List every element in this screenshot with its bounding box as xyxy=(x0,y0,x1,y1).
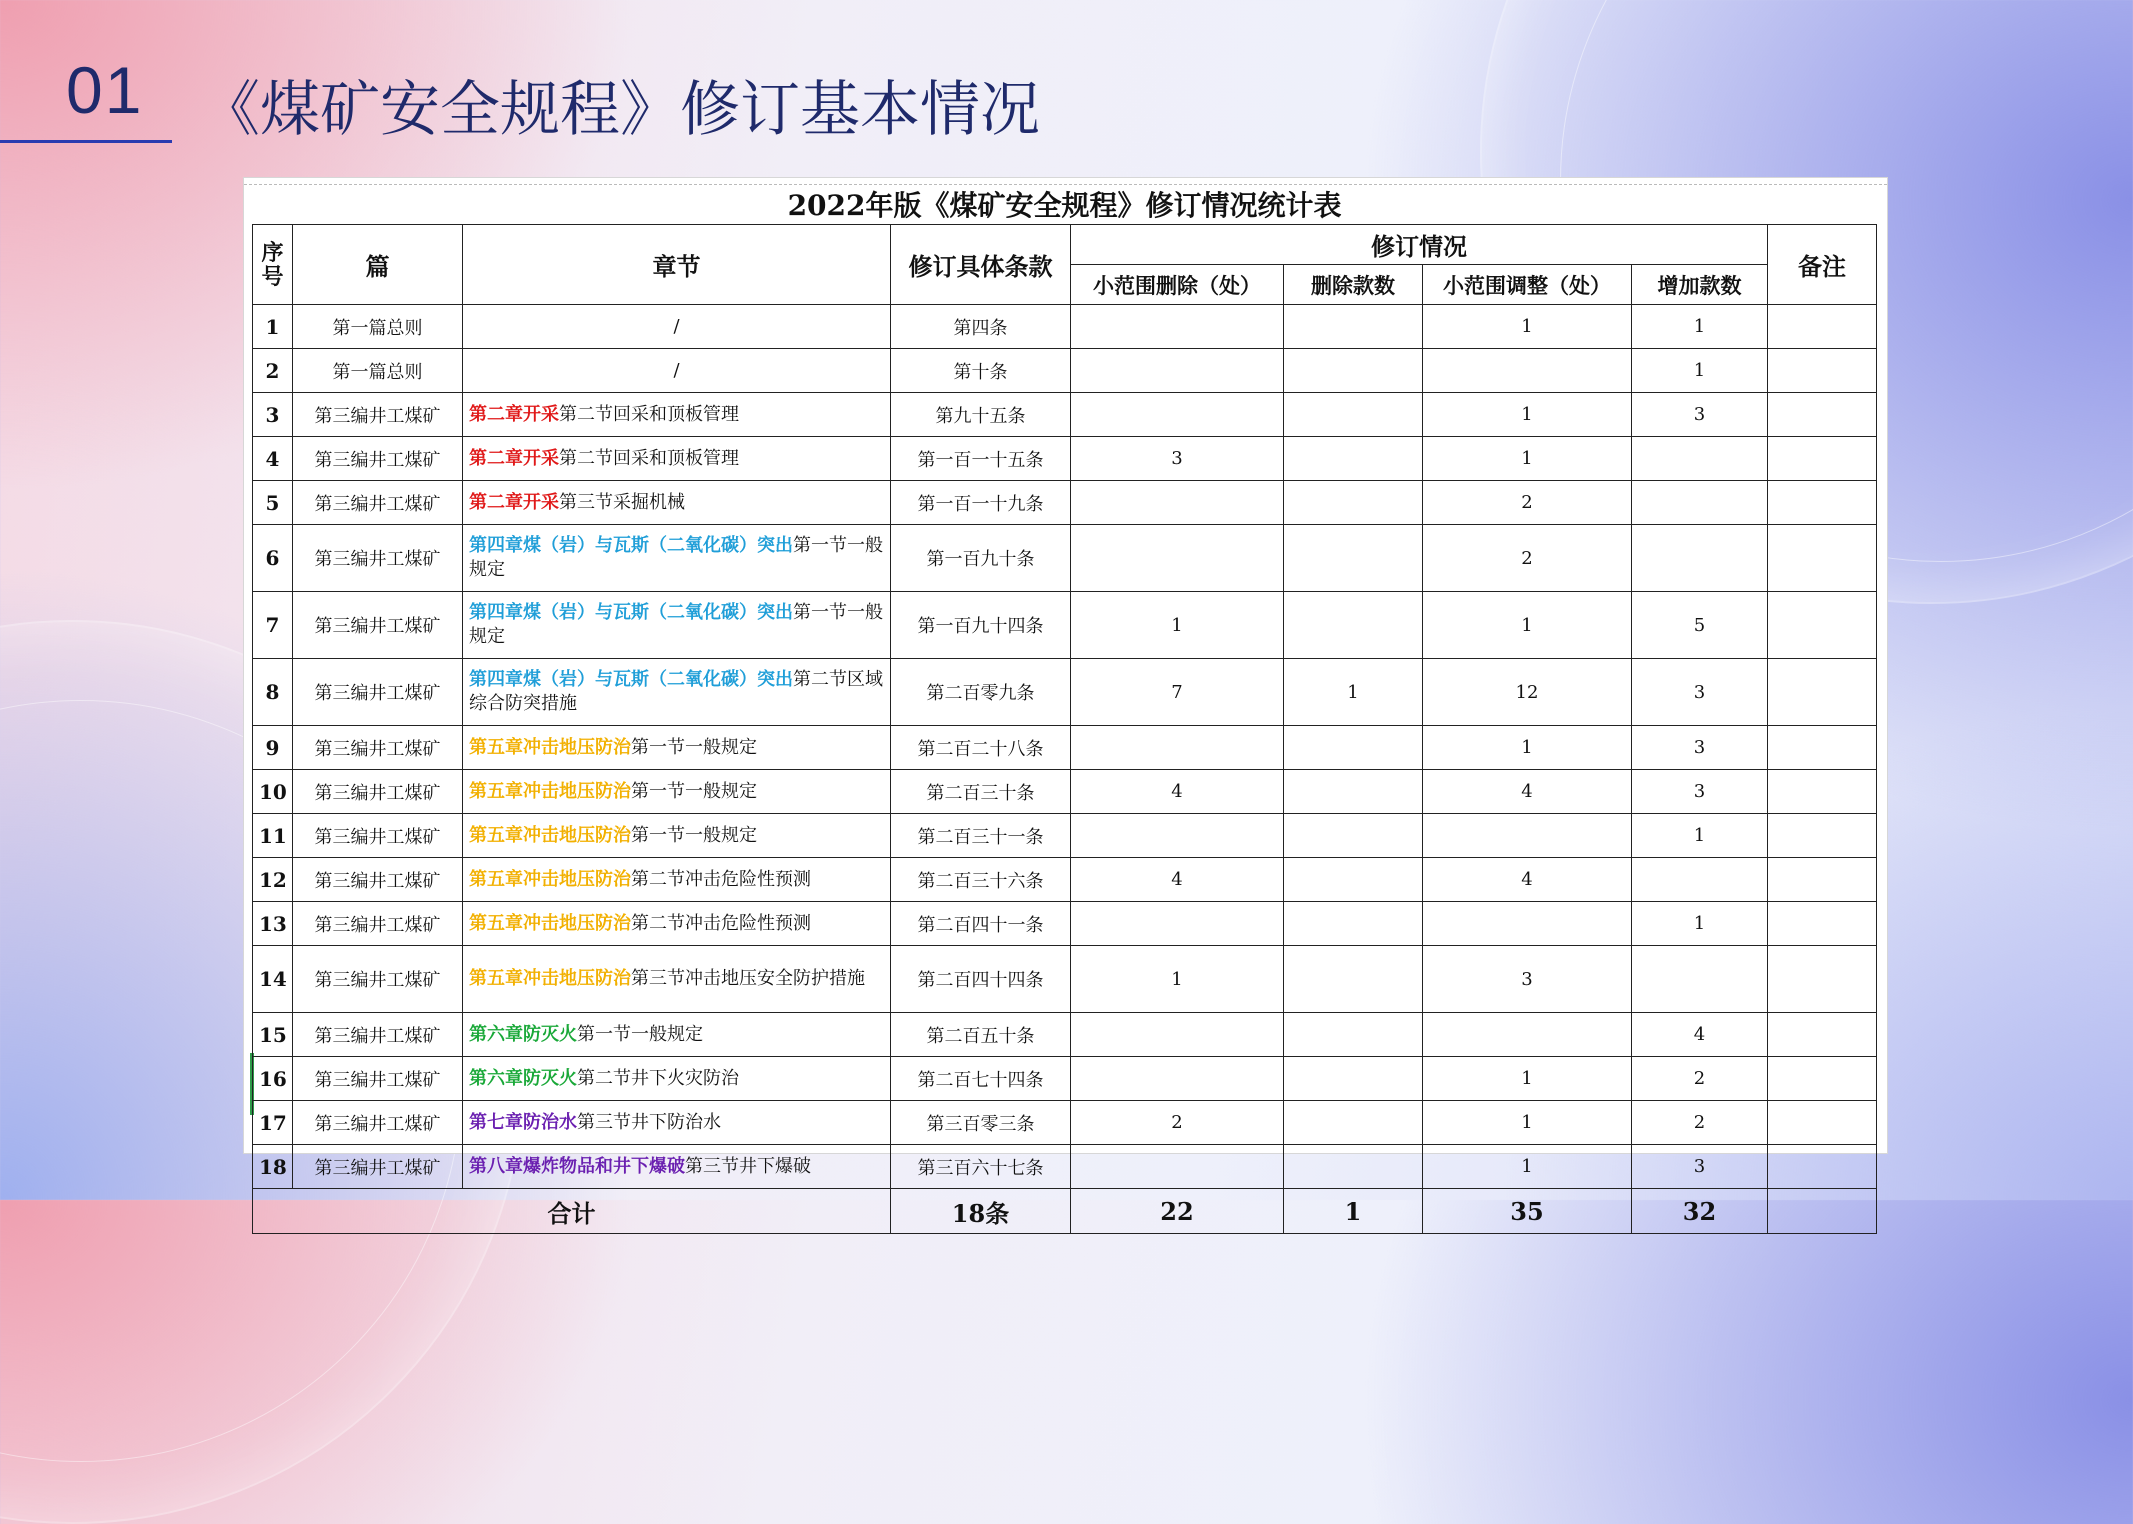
row-part: 第三编井工煤矿 xyxy=(293,525,463,592)
section-underline xyxy=(0,140,172,143)
row-delete-count xyxy=(1284,525,1423,592)
row-chapter xyxy=(463,1101,891,1145)
row-article: 第二百四十四条 xyxy=(891,946,1071,1013)
row-small-delete: 2 xyxy=(1071,1101,1284,1145)
page-title: 《煤矿安全规程》修订基本情况 xyxy=(200,75,1040,145)
row-add-count xyxy=(1632,481,1768,525)
total-article: 18条 xyxy=(891,1189,1071,1234)
row-delete-count xyxy=(1284,770,1423,814)
row-article: 第九十五条 xyxy=(891,393,1071,437)
row-article: 第二百五十条 xyxy=(891,1013,1071,1057)
row-small-adjust: 12 xyxy=(1423,659,1632,726)
row-part: 第三编井工煤矿 xyxy=(293,393,463,437)
chapter-section: 第一节一般规定 xyxy=(469,535,883,580)
table-row xyxy=(253,305,1877,349)
chapter-section: 第三节采掘机械 xyxy=(559,491,685,513)
row-add-count: 5 xyxy=(1632,592,1768,659)
row-add-count: 1 xyxy=(1632,814,1768,858)
table-row xyxy=(253,770,1877,814)
row-small-adjust: 1 xyxy=(1423,437,1632,481)
chapter-heading: 第四章煤（岩）与瓦斯（二氧化碳）突出 xyxy=(469,602,793,623)
row-small-adjust: 1 xyxy=(1423,1101,1632,1145)
chapter-heading: 第六章防灭火 xyxy=(469,1023,577,1045)
chapter-section: 第二节冲击危险性预测 xyxy=(631,912,811,934)
section-number: 01 xyxy=(66,53,144,127)
chapter-section: / xyxy=(673,359,680,381)
table-row xyxy=(253,1145,1877,1189)
row-small-delete xyxy=(1071,481,1284,525)
table-row xyxy=(253,437,1877,481)
row-chapter xyxy=(463,946,891,1013)
row-small-delete xyxy=(1071,393,1284,437)
row-remark xyxy=(1768,858,1877,902)
row-small-adjust xyxy=(1423,1013,1632,1057)
row-chapter xyxy=(463,305,891,349)
row-small-delete xyxy=(1071,1145,1284,1189)
table-title: 2022年版《煤矿安全规程》修订情况统计表 xyxy=(253,184,1877,225)
row-article: 第三百零三条 xyxy=(891,1101,1071,1145)
row-chapter xyxy=(463,437,891,481)
row-small-adjust: 1 xyxy=(1423,1145,1632,1189)
table-row xyxy=(253,858,1877,902)
row-remark xyxy=(1768,770,1877,814)
table-row xyxy=(253,1057,1877,1101)
row-small-adjust: 1 xyxy=(1423,393,1632,437)
row-seq: 5 xyxy=(253,481,293,525)
row-remark xyxy=(1768,946,1877,1013)
row-chapter xyxy=(463,1013,891,1057)
chapter-heading: 第八章爆炸物品和井下爆破 xyxy=(469,1155,685,1177)
chapter-section: 第一节一般规定 xyxy=(631,780,757,802)
chapter-heading: 第五章冲击地压防治 xyxy=(469,780,631,802)
chapter-heading: 第五章冲击地压防治 xyxy=(469,868,631,890)
row-seq: 18 xyxy=(253,1145,293,1189)
row-chapter xyxy=(463,726,891,770)
row-small-delete: 3 xyxy=(1071,437,1284,481)
header-part: 篇 xyxy=(293,225,463,305)
row-chapter xyxy=(463,902,891,946)
row-chapter xyxy=(463,349,891,393)
chapter-heading: 第五章冲击地压防治 xyxy=(469,736,631,758)
row-seq: 15 xyxy=(253,1013,293,1057)
row-chapter xyxy=(463,1057,891,1101)
chapter-heading: 第五章冲击地压防治 xyxy=(469,824,631,846)
row-delete-count xyxy=(1284,592,1423,659)
row-remark xyxy=(1768,393,1877,437)
row-small-adjust: 1 xyxy=(1423,726,1632,770)
row-seq: 4 xyxy=(253,437,293,481)
header-small-adjust: 小范围调整（处） xyxy=(1423,265,1632,305)
row-remark xyxy=(1768,592,1877,659)
row-small-delete: 7 xyxy=(1071,659,1284,726)
row-add-count: 1 xyxy=(1632,349,1768,393)
row-add-count: 2 xyxy=(1632,1101,1768,1145)
row-delete-count xyxy=(1284,1101,1423,1145)
table-row xyxy=(253,902,1877,946)
row-part: 第三编井工煤矿 xyxy=(293,592,463,659)
row-seq: 8 xyxy=(253,659,293,726)
row-delete-count xyxy=(1284,902,1423,946)
row-remark xyxy=(1768,349,1877,393)
row-seq: 3 xyxy=(253,393,293,437)
row-add-count: 3 xyxy=(1632,1145,1768,1189)
row-seq: 2 xyxy=(253,349,293,393)
header-small-delete: 小范围删除（处） xyxy=(1071,265,1284,305)
row-seq: 17 xyxy=(253,1101,293,1145)
row-add-count: 4 xyxy=(1632,1013,1768,1057)
row-part: 第三编井工煤矿 xyxy=(293,659,463,726)
row-small-adjust: 3 xyxy=(1423,946,1632,1013)
row-small-delete xyxy=(1071,349,1284,393)
table-row xyxy=(253,349,1877,393)
row-article: 第一百九十条 xyxy=(891,525,1071,592)
chapter-section: 第二节回采和顶板管理 xyxy=(559,447,739,469)
table-row xyxy=(253,659,1877,726)
row-remark xyxy=(1768,481,1877,525)
table-row xyxy=(253,1013,1877,1057)
row-part: 第三编井工煤矿 xyxy=(293,858,463,902)
row-part: 第三编井工煤矿 xyxy=(293,814,463,858)
row-remark xyxy=(1768,305,1877,349)
row-small-adjust: 2 xyxy=(1423,525,1632,592)
row-seq: 6 xyxy=(253,525,293,592)
row-article: 第二百三十六条 xyxy=(891,858,1071,902)
row-article: 第二百三十一条 xyxy=(891,814,1071,858)
row-small-adjust: 4 xyxy=(1423,858,1632,902)
table-row xyxy=(253,1101,1877,1145)
row-delete-count xyxy=(1284,814,1423,858)
chapter-section: 第三节井下爆破 xyxy=(685,1155,811,1177)
row-part: 第三编井工煤矿 xyxy=(293,946,463,1013)
chapter-heading: 第六章防灭火 xyxy=(469,1067,577,1089)
row-small-delete xyxy=(1071,525,1284,592)
chapter-heading: 第二章开采 xyxy=(469,447,559,469)
row-part: 第一篇总则 xyxy=(293,349,463,393)
row-part: 第三编井工煤矿 xyxy=(293,902,463,946)
chapter-heading: 第四章煤（岩）与瓦斯（二氧化碳）突出 xyxy=(469,535,793,556)
chapter-section: 第二节冲击危险性预测 xyxy=(631,868,811,890)
row-delete-count: 1 xyxy=(1284,659,1423,726)
row-seq: 14 xyxy=(253,946,293,1013)
row-article: 第一百一十五条 xyxy=(891,437,1071,481)
row-chapter xyxy=(463,1145,891,1189)
row-small-delete: 4 xyxy=(1071,770,1284,814)
total-add-count: 32 xyxy=(1632,1189,1768,1234)
row-add-count xyxy=(1632,525,1768,592)
row-small-delete: 1 xyxy=(1071,946,1284,1013)
chapter-section: 第一节一般规定 xyxy=(631,736,757,758)
chapter-section: 第三节冲击地压安全防护措施 xyxy=(631,968,865,989)
row-part: 第三编井工煤矿 xyxy=(293,1057,463,1101)
row-small-delete: 4 xyxy=(1071,858,1284,902)
row-remark xyxy=(1768,726,1877,770)
row-small-adjust: 2 xyxy=(1423,481,1632,525)
row-small-delete xyxy=(1071,305,1284,349)
row-small-adjust xyxy=(1423,902,1632,946)
table-row xyxy=(253,592,1877,659)
row-add-count: 2 xyxy=(1632,1057,1768,1101)
total-remark xyxy=(1768,1189,1877,1234)
row-seq: 12 xyxy=(253,858,293,902)
row-seq: 10 xyxy=(253,770,293,814)
row-small-adjust xyxy=(1423,814,1632,858)
row-seq: 7 xyxy=(253,592,293,659)
row-seq: 16 xyxy=(253,1057,293,1101)
row-chapter xyxy=(463,659,891,726)
row-delete-count xyxy=(1284,858,1423,902)
total-small-delete: 22 xyxy=(1071,1189,1284,1234)
row-remark xyxy=(1768,1013,1877,1057)
spreadsheet-image xyxy=(244,178,1887,1228)
row-add-count: 3 xyxy=(1632,726,1768,770)
total-label: 合计 xyxy=(253,1189,891,1234)
row-part: 第三编井工煤矿 xyxy=(293,770,463,814)
row-article: 第二百三十条 xyxy=(891,770,1071,814)
row-chapter xyxy=(463,814,891,858)
chapter-section: 第一节一般规定 xyxy=(469,602,883,647)
row-delete-count xyxy=(1284,481,1423,525)
row-add-count xyxy=(1632,437,1768,481)
row-seq: 1 xyxy=(253,305,293,349)
chapter-heading: 第二章开采 xyxy=(469,403,559,425)
header-chapter: 章节 xyxy=(463,225,891,305)
chapter-heading: 第五章冲击地压防治 xyxy=(469,968,631,989)
row-delete-count xyxy=(1284,305,1423,349)
row-delete-count xyxy=(1284,946,1423,1013)
row-article: 第三百六十七条 xyxy=(891,1145,1071,1189)
chapter-section: 第一节一般规定 xyxy=(631,824,757,846)
row-article: 第十条 xyxy=(891,349,1071,393)
row-small-delete xyxy=(1071,1013,1284,1057)
row-delete-count xyxy=(1284,1013,1423,1057)
table-row xyxy=(253,946,1877,1013)
chapter-section: 第三节井下防治水 xyxy=(577,1111,721,1133)
row-small-adjust: 1 xyxy=(1423,592,1632,659)
row-chapter xyxy=(463,393,891,437)
table-body xyxy=(253,305,1877,1189)
row-add-count: 3 xyxy=(1632,393,1768,437)
row-small-adjust: 1 xyxy=(1423,305,1632,349)
table-row xyxy=(253,726,1877,770)
chapter-heading: 第二章开采 xyxy=(469,491,559,513)
table-row xyxy=(253,393,1877,437)
row-add-count xyxy=(1632,858,1768,902)
row-remark xyxy=(1768,1101,1877,1145)
row-part: 第三编井工煤矿 xyxy=(293,726,463,770)
chapter-heading: 第四章煤（岩）与瓦斯（二氧化碳）突出 xyxy=(469,669,793,690)
row-small-adjust: 4 xyxy=(1423,770,1632,814)
chapter-heading: 第七章防治水 xyxy=(469,1111,577,1133)
row-delete-count xyxy=(1284,1057,1423,1101)
header-article: 修订具体条款 xyxy=(891,225,1071,305)
row-seq: 13 xyxy=(253,902,293,946)
row-small-delete: 1 xyxy=(1071,592,1284,659)
row-seq: 11 xyxy=(253,814,293,858)
row-seq: 9 xyxy=(253,726,293,770)
row-small-adjust xyxy=(1423,349,1632,393)
row-remark xyxy=(1768,1145,1877,1189)
row-small-adjust: 1 xyxy=(1423,1057,1632,1101)
header-add-count: 增加款数 xyxy=(1632,265,1768,305)
row-chapter xyxy=(463,858,891,902)
row-article: 第二百七十四条 xyxy=(891,1057,1071,1101)
row-small-delete xyxy=(1071,814,1284,858)
header-delete-count: 删除款数 xyxy=(1284,265,1423,305)
row-part: 第三编井工煤矿 xyxy=(293,481,463,525)
total-row xyxy=(253,1189,1877,1234)
row-remark xyxy=(1768,659,1877,726)
header-revision: 修订情况 xyxy=(1071,225,1768,265)
row-chapter xyxy=(463,481,891,525)
row-small-delete xyxy=(1071,902,1284,946)
header-remark: 备注 xyxy=(1768,225,1877,305)
row-add-count: 3 xyxy=(1632,659,1768,726)
row-article: 第二百零九条 xyxy=(891,659,1071,726)
row-delete-count xyxy=(1284,1145,1423,1189)
row-article: 第一百一十九条 xyxy=(891,481,1071,525)
row-remark xyxy=(1768,1057,1877,1101)
chapter-section: 第二节区域综合防突措施 xyxy=(469,669,883,714)
row-delete-count xyxy=(1284,393,1423,437)
row-delete-count xyxy=(1284,349,1423,393)
row-add-count: 1 xyxy=(1632,305,1768,349)
row-article: 第一百九十四条 xyxy=(891,592,1071,659)
chapter-section: / xyxy=(673,315,680,337)
table-row xyxy=(253,814,1877,858)
row-chapter xyxy=(463,592,891,659)
row-part: 第三编井工煤矿 xyxy=(293,1145,463,1189)
row-chapter xyxy=(463,525,891,592)
chapter-section: 第二节回采和顶板管理 xyxy=(559,403,739,425)
row-delete-count xyxy=(1284,437,1423,481)
row-remark xyxy=(1768,525,1877,592)
total-delete-count: 1 xyxy=(1284,1189,1423,1234)
row-add-count xyxy=(1632,946,1768,1013)
table-row xyxy=(253,525,1877,592)
row-part: 第三编井工煤矿 xyxy=(293,1101,463,1145)
row-remark xyxy=(1768,437,1877,481)
row-part: 第三编井工煤矿 xyxy=(293,437,463,481)
row-add-count: 3 xyxy=(1632,770,1768,814)
row-article: 第二百四十一条 xyxy=(891,902,1071,946)
row-add-count: 1 xyxy=(1632,902,1768,946)
row-article: 第四条 xyxy=(891,305,1071,349)
row-part: 第三编井工煤矿 xyxy=(293,1013,463,1057)
row-remark xyxy=(1768,902,1877,946)
header-seq: 序号 xyxy=(253,225,293,305)
table-row xyxy=(253,481,1877,525)
row-remark xyxy=(1768,814,1877,858)
row-small-delete xyxy=(1071,726,1284,770)
revision-statistics-table xyxy=(252,184,1877,1234)
row-part: 第一篇总则 xyxy=(293,305,463,349)
total-small-adjust: 35 xyxy=(1423,1189,1632,1234)
row-chapter xyxy=(463,770,891,814)
row-small-delete xyxy=(1071,1057,1284,1101)
chapter-section: 第二节井下火灾防治 xyxy=(577,1067,739,1089)
row-article: 第二百二十八条 xyxy=(891,726,1071,770)
chapter-section: 第一节一般规定 xyxy=(577,1023,703,1045)
row-delete-count xyxy=(1284,726,1423,770)
chapter-heading: 第五章冲击地压防治 xyxy=(469,912,631,934)
